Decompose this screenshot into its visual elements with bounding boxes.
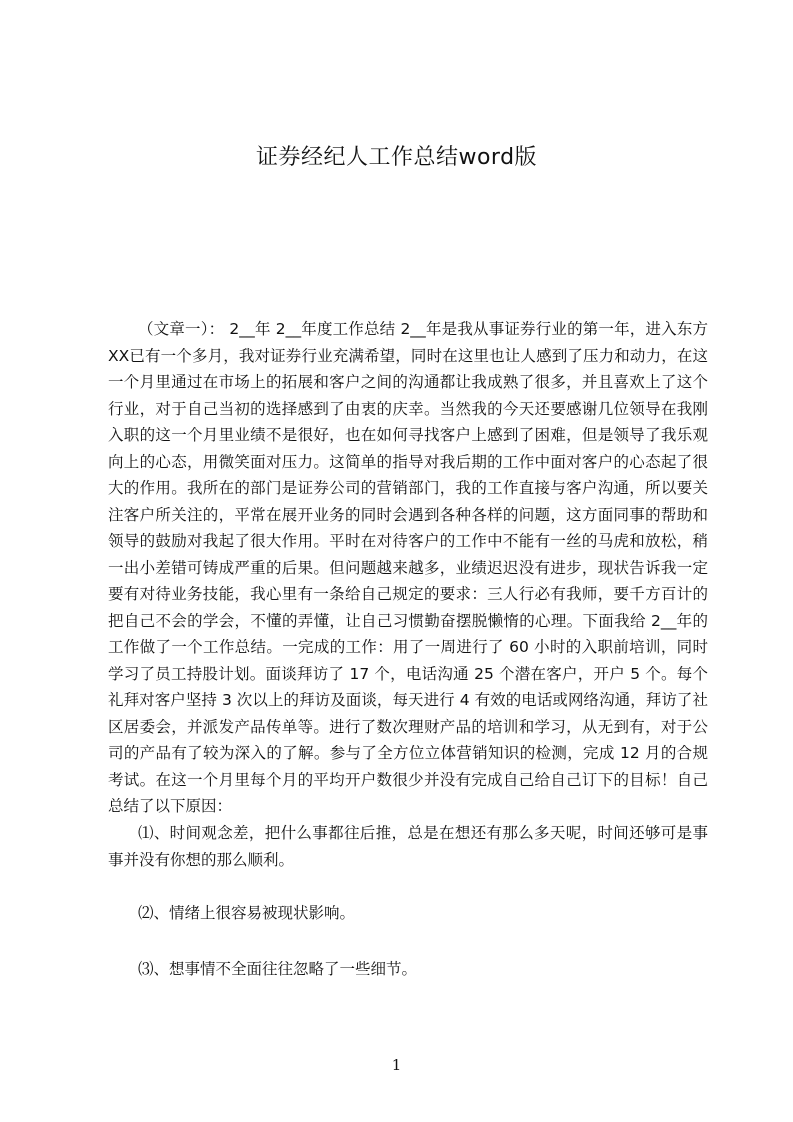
reason-item-2: ⑵、情绪上很容易被现状影响。	[138, 904, 356, 922]
reason-item-1: ⑴、时间观念差，把什么事都往后推，总是在想还有那么多天呢，时间还够可是事事并没有你想的那么顺利。	[108, 824, 708, 869]
main-paragraph: （文章一）： 2__年 2__年度工作总结 2__年是我从事证券行业的第一年，进入东方XX已有一个多月，我对证券行业充满希望，同时在这里也让人感到了压力和动力，在这一个月里通过在市场上的拓展和客户之间的沟通都让我成熟了很多，并且喜欢上了这个行业，对于自己当初的选择感到了由衷的庆幸。当然我的今天还要感谢几位领导在我刚入职的这一个月里业绩不是很好，也在如何寻找客户上感到了困难，但是领导了我乐观向上的心态，用微笑面对压力。这简单的指导对我后期的工作中面对客户的心态起了很大的作用。我所在的部门是证券公司的营销部门，我的工作直接与客户沟通，所以要关注客户所关注的，平常在展开业务的同时会遇到各种各样的问题，这方面同事的帮助和领导的鼓励对我起了很大作用。平时在对待客户的工作中不能有一丝的马虎和放松，稍一出小差错可铸成严重的后果。但问题越来越多，业绩迟迟没有进步，现状告诉我一定要有对待业务技能，我心里有一条给自己规定的要求：三人行必有我师，要千方百计的把自己不会的学会，不懂的弄懂，让自己习惯勤奋摆脱懒惰的心理。下面我给 2__年的工作做了一个工作总结。一完成的工作：用了一周进行了 60 小时的入职前培训，同时学习了员工持股计划。面谈拜访了 17 个，电话沟通 25 个潜在客户，开户 5 个。每个礼拜对客户坚持 3 次以上的拜访及面谈，每天进行 4 有效的电话或网络沟通，拜访了社区居委会，并派发产品传单等。进行了数次理财产品的培训和学习，从无到有，对于公司的产品有了较为深入的了解。参与了全方位立体营销知识的检测，完成 12 月的合规考试。在这一个月里每个月的平均开户数很少并没有完成自己给自己订下的目标！自己总结了以下原因：	[108, 320, 708, 815]
document-title: 证券经纪人工作总结word版	[255, 145, 538, 170]
page-number: 1	[391, 1056, 402, 1074]
reason-item-3: ⑶、想事情不全面往往忽略了一些细节。	[138, 960, 418, 978]
